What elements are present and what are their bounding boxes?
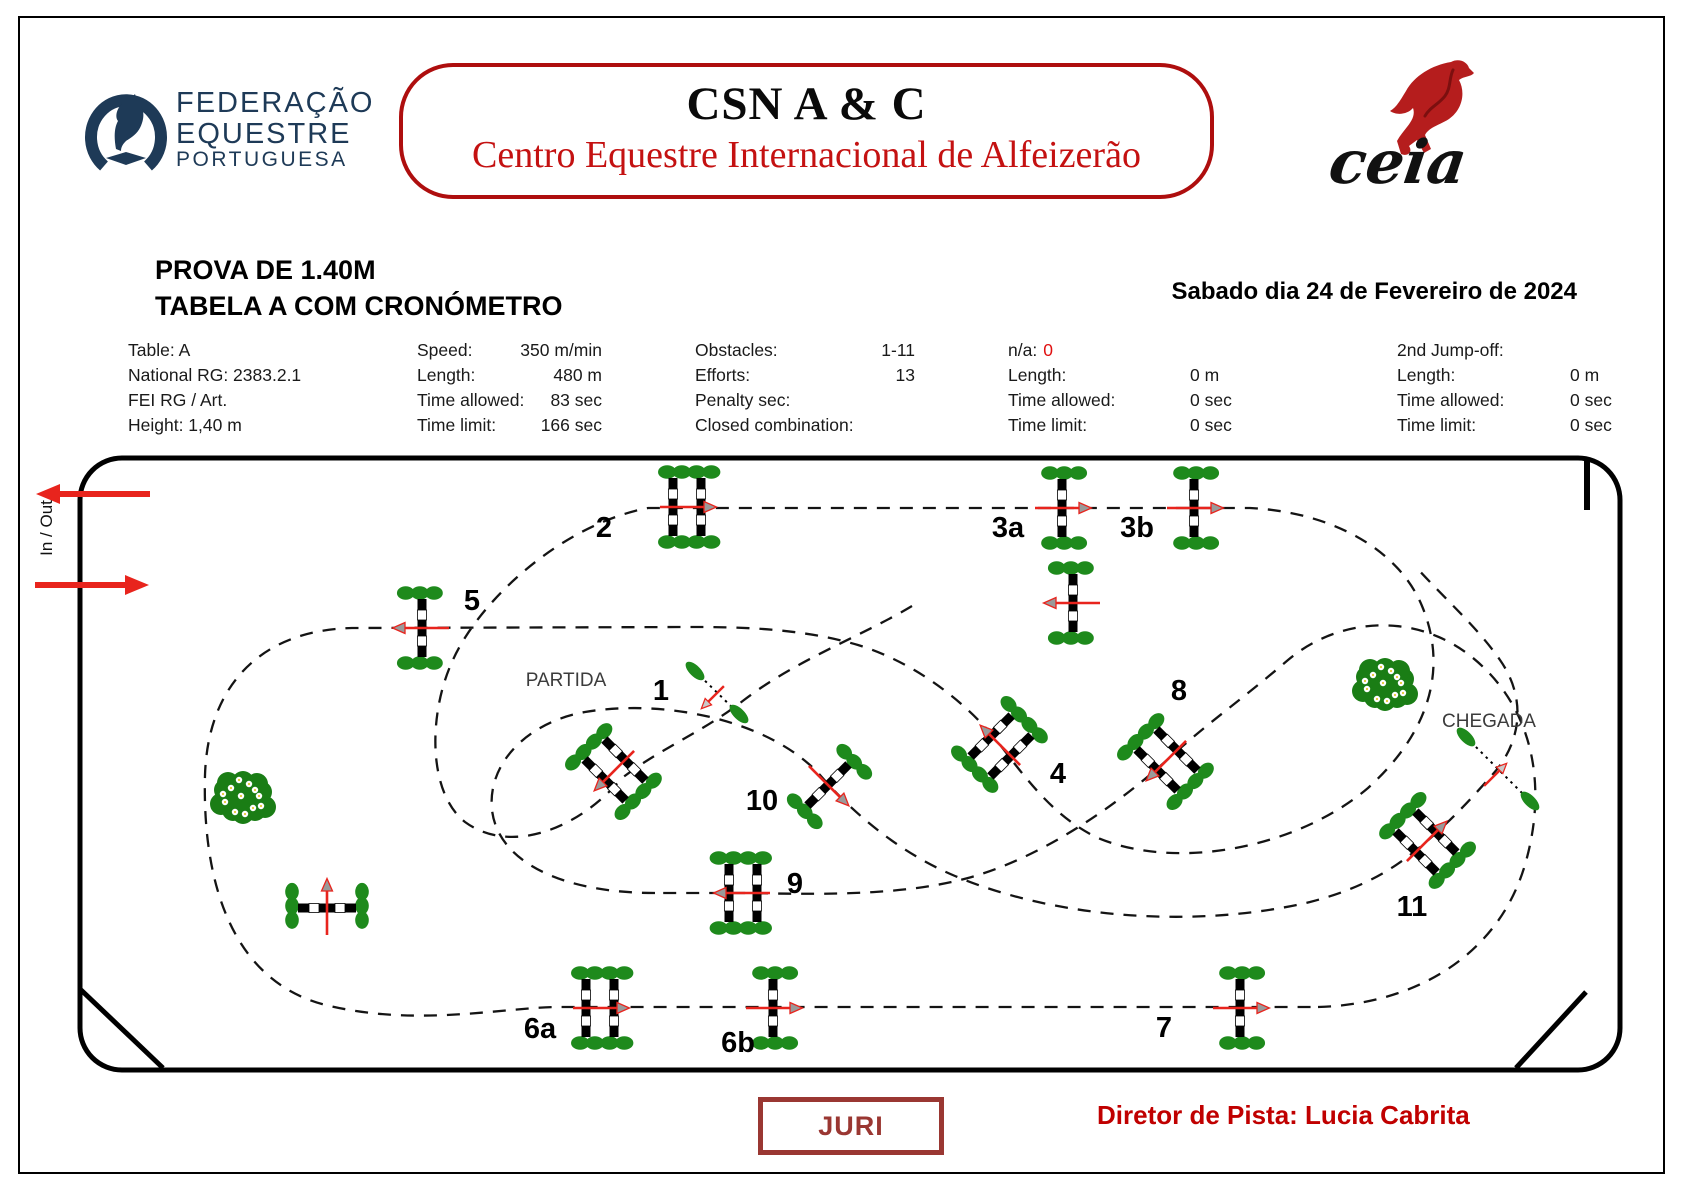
info-value: 0 sec	[1190, 415, 1232, 435]
info-label: Time allowed:	[417, 390, 525, 410]
info-value: 13	[895, 365, 915, 385]
obstacle-number-11: 11	[1396, 891, 1428, 923]
jump-bush	[710, 851, 728, 865]
fep-line2: EQUESTRE	[176, 117, 352, 150]
tree-flower-center	[260, 805, 262, 807]
obstacle-number-1: 1	[652, 675, 670, 707]
jump-pole-band	[1236, 1016, 1245, 1026]
info-label: Length:	[1397, 365, 1456, 385]
info-value: 0 m	[1570, 365, 1600, 385]
info-value: 0 sec	[1570, 390, 1612, 410]
jump-pole-band	[582, 1016, 591, 1026]
event-subtitle: Centro Equestre Internacional de Alfeizerão	[472, 134, 1141, 176]
jump-bush	[1248, 1036, 1266, 1050]
jump-bush	[702, 535, 720, 549]
info-label: Height: 1,40 m	[128, 415, 242, 435]
jump-bush	[1202, 466, 1220, 480]
start-label: PARTIDA	[525, 670, 607, 691]
jump-pole-band	[1058, 516, 1067, 526]
jump-bush	[397, 656, 415, 670]
tree-flower-center	[1400, 682, 1402, 684]
info-value: 0 sec	[1190, 390, 1232, 410]
info-label: Time limit:	[417, 415, 497, 435]
class-line1: PROVA DE 1.40M	[155, 255, 376, 285]
tree-flower-center	[1372, 674, 1374, 676]
tree-flower-center	[1382, 682, 1384, 684]
tree-flower-center	[244, 813, 246, 815]
obstacle-number-2: 2	[595, 512, 613, 544]
obstacle-number-9: 9	[786, 868, 804, 900]
info-label: Time limit:	[1008, 415, 1088, 435]
jump-pole-band	[610, 990, 619, 1000]
info-label: Time allowed:	[1008, 390, 1116, 410]
tree-flower-center	[230, 787, 232, 789]
obstacle-number-4: 4	[1049, 758, 1067, 790]
tree-flower-center	[1394, 694, 1396, 696]
finish-label: CHEGADA	[1442, 711, 1536, 732]
tree-flower-center	[1386, 700, 1388, 702]
gate-out-arrow-shaft	[58, 491, 150, 497]
jump-pole-band	[769, 990, 778, 1000]
jump-bush	[1070, 466, 1088, 480]
jump-pole-band	[725, 901, 734, 911]
event-date: Sabado dia 24 de Fevereiro de 2024	[1171, 278, 1577, 305]
jump-pole-band	[418, 610, 427, 620]
ceia-wordmark: ceia	[1324, 128, 1472, 198]
jump-bush	[1048, 631, 1066, 645]
jump-bush	[781, 966, 799, 980]
jump-bush	[615, 1036, 633, 1050]
gate-label: In / Out	[37, 500, 56, 556]
fep-line1: FEDERAÇÃO	[176, 87, 375, 119]
jury-box: JURI	[758, 1097, 944, 1155]
jump-pole-band	[697, 515, 706, 525]
class-line2: TABELA A COM CRONÓMETRO	[155, 291, 563, 322]
info-label: Length:	[417, 365, 476, 385]
info-label: Efforts:	[695, 365, 751, 385]
jump-pole-band	[725, 875, 734, 885]
obstacle-number-8: 8	[1170, 675, 1188, 707]
fep-line3: PORTUGUESA	[176, 148, 348, 172]
tree-flower-center	[240, 795, 242, 797]
info-label: Time allowed:	[1397, 390, 1505, 410]
info-label: Penalty sec:	[695, 390, 791, 410]
jump-pole-band	[582, 990, 591, 1000]
event-title: CSN A & C	[686, 78, 927, 130]
tree-flower-center	[1390, 670, 1392, 672]
info-value: 0 sec	[1570, 415, 1612, 435]
tree-flower-center	[1402, 692, 1404, 694]
tree-flower-center	[1376, 698, 1378, 700]
jump-pole-band	[753, 901, 762, 911]
obstacle-number-3a: 3a	[991, 512, 1025, 544]
info-label: Obstacles:	[695, 340, 778, 360]
info-label: Length:	[1008, 365, 1067, 385]
info-label: National RG: 2383.2.1	[128, 365, 302, 385]
tree-flower-center	[252, 807, 254, 809]
jump-pole-band	[669, 489, 678, 499]
jump-bush	[1202, 536, 1220, 550]
tree-foliage	[217, 772, 239, 794]
info-label: FEI RG / Art.	[128, 390, 228, 410]
info-label: Time limit:	[1397, 415, 1477, 435]
jump-pole-band	[418, 636, 427, 646]
obstacle-number-5: 5	[463, 585, 481, 617]
jump-bush	[1048, 561, 1066, 575]
jump-bush	[702, 465, 720, 479]
tree-foliage	[1359, 659, 1381, 681]
jump-pole-band	[309, 904, 319, 913]
jump-bush	[781, 1036, 799, 1050]
jump-pole-band	[697, 489, 706, 499]
tree-flower-center	[248, 783, 250, 785]
jump-bush	[397, 586, 415, 600]
info-value: 480 m	[553, 365, 602, 385]
tree-flower-center	[254, 789, 256, 791]
info-value: 0	[1043, 340, 1053, 360]
tree-flower-center	[222, 793, 224, 795]
jump-pole-band	[1190, 490, 1199, 500]
obstacle-number-10: 10	[745, 785, 779, 817]
jump-bush	[615, 966, 633, 980]
tree-flower-center	[1366, 688, 1368, 690]
tree-flower-center	[1396, 676, 1398, 678]
jump-bush	[355, 883, 369, 901]
info-label: Table: A	[128, 340, 191, 360]
jump-pole-band	[335, 904, 345, 913]
info-label: 2nd Jump-off:	[1397, 340, 1504, 360]
tree-flower-center	[1364, 680, 1366, 682]
jump-pole-band	[1069, 585, 1078, 595]
course-designer: Diretor de Pista: Lucia Cabrita	[1097, 1100, 1470, 1130]
jump-pole-band	[1069, 611, 1078, 621]
jump-bush	[710, 921, 728, 935]
info-value: 1-11	[881, 340, 915, 360]
info-label: Closed combination:	[695, 415, 854, 435]
gate-in-arrow-shaft	[35, 582, 127, 588]
jump-bush	[285, 883, 299, 901]
jump-pole-band	[669, 515, 678, 525]
jump-pole-band	[753, 875, 762, 885]
info-value: 350 m/min	[520, 340, 602, 360]
jump-pole-band	[1190, 516, 1199, 526]
jump-pole-band	[1236, 990, 1245, 1000]
obstacle-number-6b: 6b	[721, 1027, 755, 1059]
tree-flower-center	[238, 779, 240, 781]
jump-bush	[1070, 536, 1088, 550]
jump-pole-band	[610, 1016, 619, 1026]
info-value: 0 m	[1190, 365, 1220, 385]
obstacle-number-3b: 3b	[1120, 512, 1154, 544]
info-label: Speed:	[417, 340, 473, 360]
tree-flower-center	[224, 801, 226, 803]
info-label: n/a:	[1008, 340, 1038, 360]
arena-gate-tick	[1584, 460, 1590, 510]
tree-flower-center	[1380, 666, 1382, 668]
jump-bush	[1248, 966, 1266, 980]
info-value: 83 sec	[550, 390, 602, 410]
jump-pole-band	[1058, 490, 1067, 500]
jump-pole-band	[769, 1016, 778, 1026]
tree-flower-center	[258, 795, 260, 797]
obstacle-number-7: 7	[1155, 1012, 1173, 1044]
tree-flower-center	[234, 811, 236, 813]
obstacle-number-6a: 6a	[523, 1013, 557, 1045]
info-value: 166 sec	[540, 415, 602, 435]
